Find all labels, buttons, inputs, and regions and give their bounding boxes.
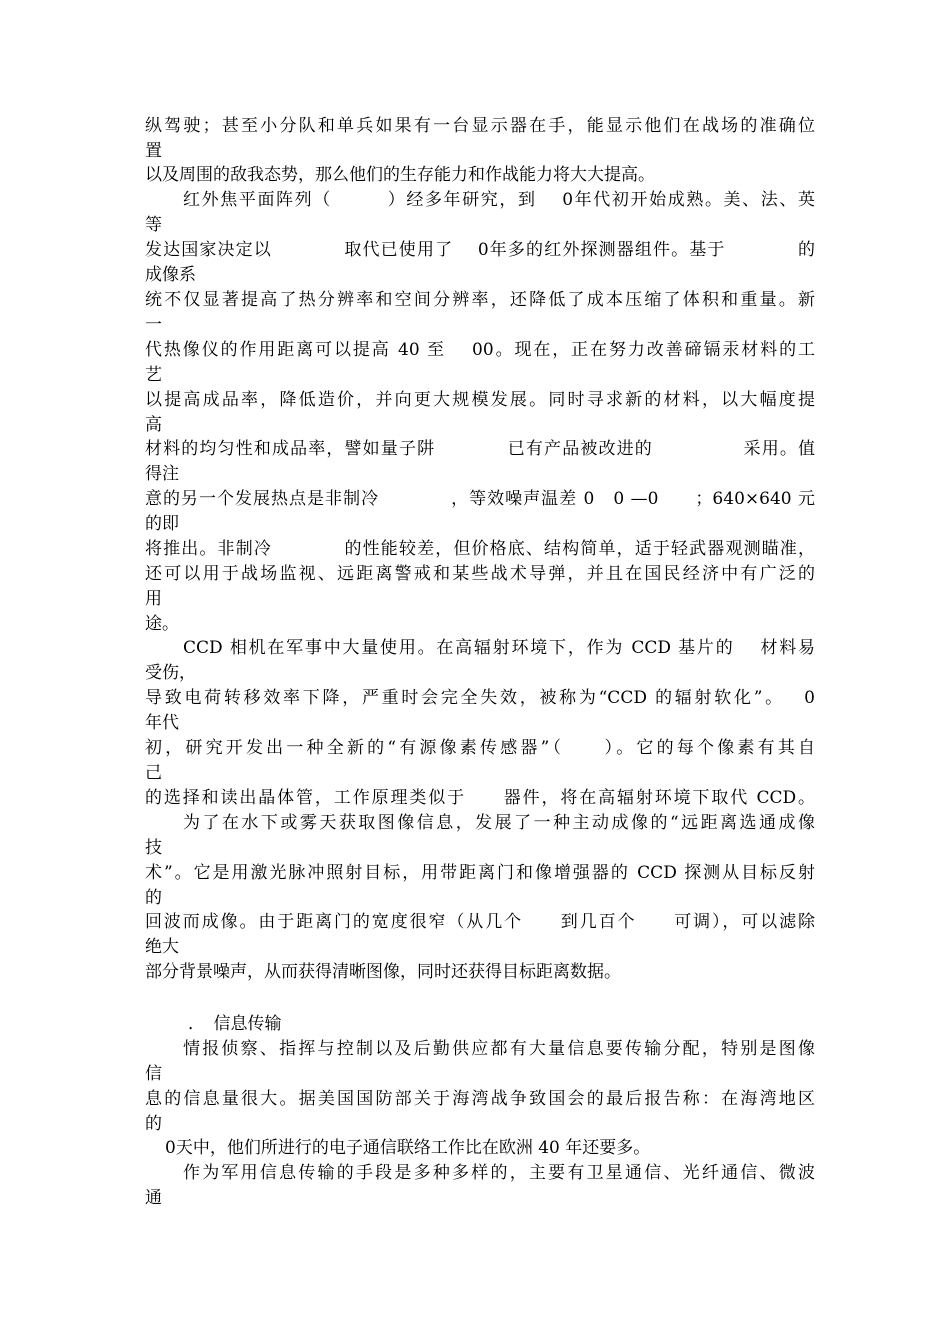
text-line: 为了在水下或雾天获取图像信息，发展了一种主动成像的“远距离选通成像: [183, 813, 815, 833]
text-line: 置: [145, 141, 162, 161]
text-line: 意的另一个发展热点是非制冷 ，等效噪声温差 0 0 —0 ；640×640 元: [145, 489, 815, 509]
text-line: 红外焦平面阵列（ ）经多年研究，到 0年代初开始成熟。美、法、英: [183, 190, 815, 210]
text-line: 等: [145, 215, 162, 235]
text-line: 统不仅显著提高了热分辨率和空间分辨率，还降低了成本压缩了体积和重量。新: [145, 290, 815, 310]
text-line: 信: [145, 1064, 162, 1084]
text-line: 高: [145, 415, 162, 435]
text-line: 的即: [145, 514, 179, 534]
text-line: 0天中，他们所进行的电子通信联络工作比在欧洲 40 年还要多。: [165, 1138, 651, 1158]
text-line: 绝大: [145, 937, 179, 957]
text-line: 以提高成品率，降低造价，并向更大规模发展。同时寻求新的材料，以大幅度提: [145, 390, 815, 410]
text-line: 艺: [145, 365, 162, 385]
text-line: 通: [145, 1188, 162, 1208]
text-line: 初，研究开发出一种全新的“有源像素传感器”（ ）。它的每个像素有其自: [145, 738, 815, 758]
text-line: 情报侦察、指挥与控制以及后勤供应都有大量信息要传输分配，特别是图像: [183, 1039, 815, 1059]
text-line: 代热像仪的作用距离可以提高 40 至 00。现在，正在努力改善碲镉汞材料的工: [145, 340, 815, 360]
text-line: 受伤，: [145, 663, 196, 683]
section-heading: ． 信息传输: [188, 1014, 282, 1034]
text-line: 一: [145, 315, 162, 335]
text-line: 导致电荷转移效率下降，严重时会完全失效，被称为“CCD 的辐射软化”。 0: [145, 688, 815, 708]
text-line: 年代: [145, 713, 179, 733]
text-line: 发达国家决定以 取代已使用了 0年多的红外探测器组件。基于 的: [145, 240, 815, 260]
text-line: CCD 相机在军事中大量使用。在高辐射环境下，作为 CCD 基片的 材料易: [183, 638, 815, 658]
text-line: 途。: [145, 614, 179, 634]
text-line: 得注: [145, 464, 179, 484]
text-line: 技: [145, 838, 162, 858]
text-line: 还可以用于战场监视、远距离警戒和某些战术导弹，并且在国民经济中有广泛的: [145, 564, 815, 584]
text-line: 回波而成像。由于距离门的宽度很窄（从几个 到几百个 可调），可以滤除: [145, 912, 815, 932]
text-line: 己: [145, 763, 162, 783]
text-line: 部分背景噪声，从而获得清晰图像，同时还获得目标距离数据。: [145, 962, 621, 982]
text-line: 成像系: [145, 265, 196, 285]
text-line: 息的信息量很大。据美国国防部关于海湾战争致国会的最后报告称：在海湾地区: [145, 1089, 815, 1109]
text-line: 术”。它是用激光脉冲照射目标，用带距离门和像增强器的 CCD 探测从目标反射: [145, 863, 815, 883]
text-line: 的: [145, 888, 162, 908]
text-line: 材料的均匀性和成品率，譬如量子阱 已有产品被改进的 采用。值: [145, 439, 815, 459]
text-line: 的选择和读出晶体管，工作原理类似于 器件，将在高辐射环境下取代 CCD。: [145, 788, 815, 808]
text-line: 纵驾驶；甚至小分队和单兵如果有一台显示器在手，能显示他们在战场的准确位: [145, 116, 815, 136]
text-line: 将推出。非制冷 的性能较差，但价格底、结构简单，适于轻武器观测瞄准，: [145, 539, 815, 559]
text-line: 用: [145, 589, 162, 609]
text-line: 的: [145, 1114, 162, 1134]
text-line: 作为军用信息传输的手段是多种多样的，主要有卫星通信、光纤通信、微波: [183, 1163, 815, 1183]
text-line: 以及周围的敌我态势，那么他们的生存能力和作战能力将大大提高。: [145, 165, 655, 185]
